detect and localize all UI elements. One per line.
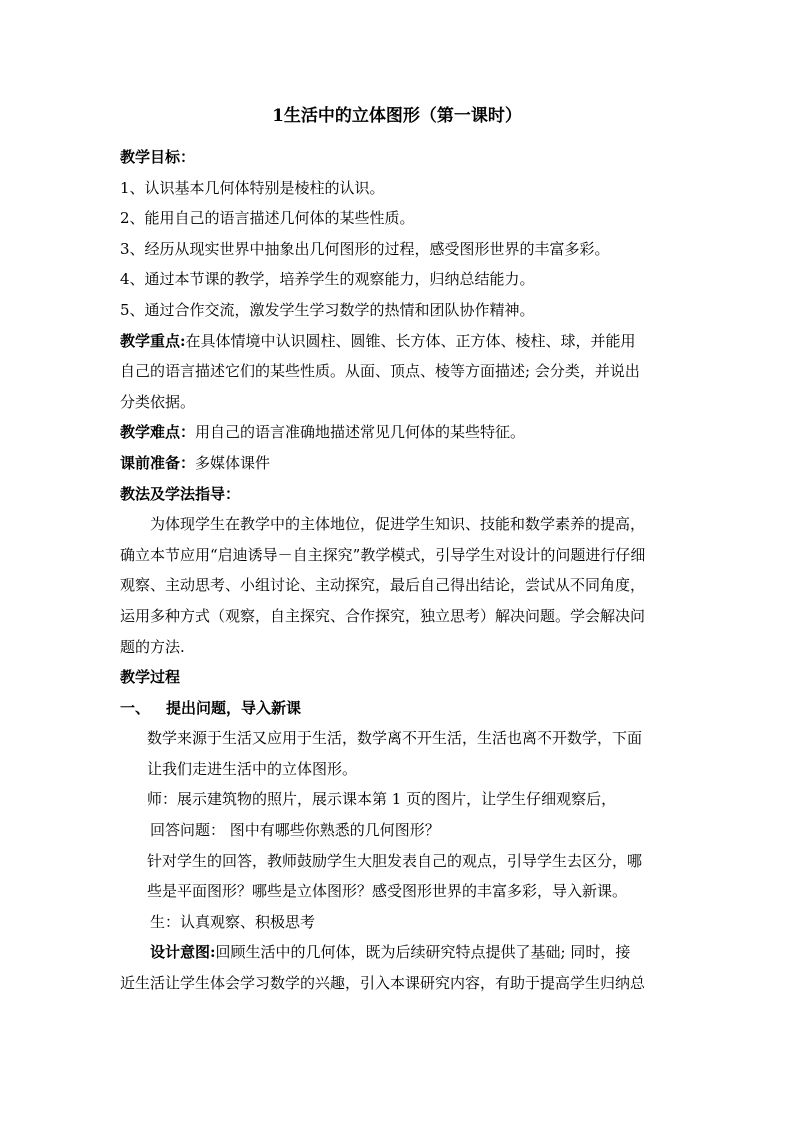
- method-line: 观察、主动思考、小组讨论、主动探究，最后自己得出结论，尝试从不同角度，: [120, 576, 646, 595]
- difficulty-text: 用自己的语言准确地描述常见几何体的某些特征。: [195, 423, 526, 442]
- objective-item: 2、能用自己的语言描述几何体的某些性质。: [120, 209, 415, 228]
- preparation-label: 课前准备：: [120, 453, 196, 472]
- objectives-heading: 教学目标：: [120, 148, 196, 166]
- section-1-number: 一、: [120, 698, 151, 717]
- objective-item: 4、通过本节课的教学，培养学生的观察能力，归纳总结能力。: [120, 270, 535, 289]
- objective-item: 5、通过合作交流，激发学生学习数学的热情和团队协作精神。: [120, 300, 535, 319]
- key-points-text: 在具体情境中认识圆柱、圆锥、长方体、正方体、棱柱、球，并能用: [185, 331, 636, 350]
- process-line: 数学来源于生活又应用于生活，数学离不开生活，生活也离不开数学，下面: [147, 729, 643, 748]
- process-line: 生：认真观察、积极思考: [150, 912, 316, 931]
- process-heading: 教学过程: [120, 668, 181, 687]
- process-line: 针对学生的回答，教师鼓励学生大胆发表自己的观点，引导学生去区分，哪: [147, 851, 643, 870]
- method-line: 确立本节应用“启迪诱导－自主探究”教学模式，引导学生对设计的问题进行仔细: [120, 545, 646, 564]
- section-1-heading: [120, 693, 680, 724]
- method-line: 题的方法.: [120, 637, 185, 656]
- key-points-line: 自己的语言描述它们的某些性质。从面、顶点、棱等方面描述; 会分类，并说出: [120, 362, 640, 381]
- method-line: 为体现学生在教学中的主体地位，促进学生知识、技能和数学素养的提高，: [150, 515, 646, 534]
- process-line: 回答问题： 图中有哪些你熟悉的几何图形？: [150, 821, 440, 840]
- method-heading: 教法及学法指导：: [120, 484, 241, 503]
- design-intent-label: 设计意图:: [150, 943, 216, 962]
- document-title: 1生活中的立体图形（第一课时）: [272, 106, 522, 126]
- objective-item: 1、认识基本几何体特别是棱柱的认识。: [120, 178, 385, 197]
- objective-item: 3、经历从现实世界中抽象出几何图形的过程，感受图形世界的丰富多彩。: [120, 239, 610, 258]
- design-intent-line: 近生活让学生体会学习数学的兴趣，引入本课研究内容，有助于提高学生归纳总: [120, 974, 646, 993]
- process-line: 些是平面图形？哪些是立体图形？感受图形世界的丰富多彩，导入新课。: [147, 882, 628, 901]
- key-points-paragraph: [120, 326, 680, 357]
- difficulty-paragraph: [120, 417, 680, 448]
- preparation-text: 多媒体课件: [195, 453, 271, 472]
- design-intent-text: 回顾生活中的几何体，既为后续研究特点提供了基础; 同时，接: [215, 943, 631, 962]
- process-line: 师：展示建筑物的照片，展示课本第 1 页的图片，让学生仔细观察后，: [147, 790, 617, 809]
- key-points-line: 分类依据。: [120, 392, 196, 411]
- section-1-title: 提出问题，导入新课: [166, 698, 302, 717]
- difficulty-label: 教学难点：: [120, 423, 196, 442]
- design-intent-paragraph: [120, 937, 680, 968]
- preparation-paragraph: [120, 448, 680, 479]
- method-line: 运用多种方式（观察，自主探究、合作探究，独立思考）解决问题。学会解决问: [120, 606, 646, 625]
- key-points-label: 教学重点:: [120, 331, 186, 350]
- document-body: [120, 142, 680, 999]
- process-line: 让我们走进生活中的立体图形。: [147, 759, 358, 778]
